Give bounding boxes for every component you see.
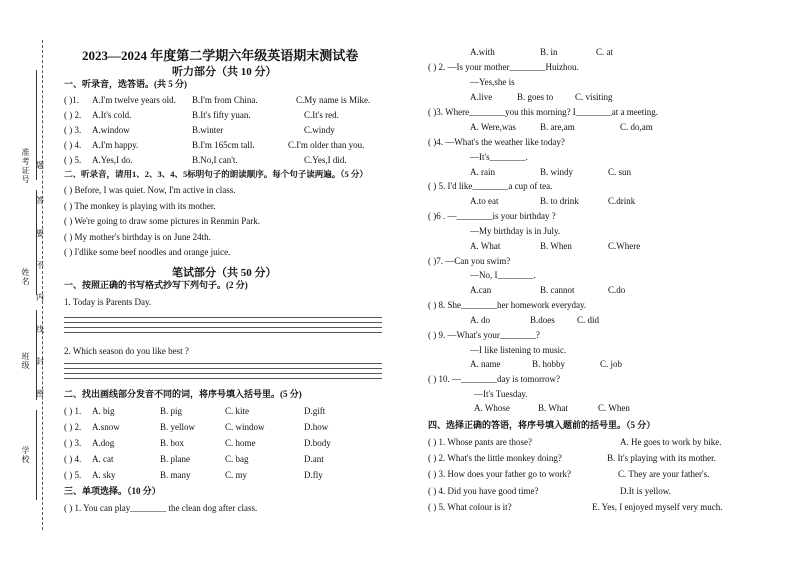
matching-answer: B. It's playing with its mother. xyxy=(607,453,716,463)
writing-line xyxy=(64,368,382,369)
option-b: B.winter xyxy=(192,125,224,135)
option-c: C. my xyxy=(225,470,248,480)
binding-dashed-line xyxy=(42,40,43,530)
option-a: A. do xyxy=(470,315,490,325)
option-a: A. Were,was xyxy=(470,122,516,132)
mc-question: ( )7. —Can you swim? xyxy=(428,256,511,266)
option-a: A.Yes,I do. xyxy=(92,155,133,165)
option-b: B. pig xyxy=(160,406,183,416)
option-d: D.ant xyxy=(304,454,324,464)
seal-char: 封 xyxy=(36,357,44,366)
option-c: C.I'm older than you. xyxy=(288,140,365,150)
ordering-item: ( ) I'dlike some beef noodles and orange juice. xyxy=(64,247,231,257)
option-b: B.I'm from China. xyxy=(192,95,258,105)
option-c: C.Where xyxy=(608,241,641,251)
mc-subline: —My birthday is in July. xyxy=(470,226,561,236)
option-b: B. many xyxy=(160,470,191,480)
option-b: B. goes to xyxy=(517,92,554,102)
name-label: 姓名 xyxy=(21,268,30,286)
matching-question: ( ) 5. What colour is it? xyxy=(428,502,512,512)
ordering-item: ( ) Before, I was quiet. Now, I'm active in class. xyxy=(64,185,236,195)
option-c: C.windy xyxy=(304,125,335,135)
writing-line xyxy=(64,327,382,328)
mc-question: ( ) 9. —What's your________? xyxy=(428,330,540,340)
option-b: B. When xyxy=(540,241,572,251)
option-b: B. What xyxy=(538,403,568,413)
listening-title: 听力部分（共 10 分） xyxy=(172,66,277,78)
option-a: A.live xyxy=(470,92,493,102)
option-c: C. window xyxy=(225,422,265,432)
option-c: C. job xyxy=(600,359,623,369)
mc-question: ( )3. Where________you this morning? I________at a meeting. xyxy=(428,107,659,117)
option-a: A. name xyxy=(470,359,501,369)
option-b: B. windy xyxy=(540,167,574,177)
option-c: C.drink xyxy=(608,196,636,206)
school-underline xyxy=(36,410,37,500)
option-c: C. at xyxy=(596,47,613,57)
option-b: B. cannot xyxy=(540,285,575,295)
option-a: A.window xyxy=(92,125,130,135)
writing-line xyxy=(64,363,382,364)
option-c: C. When xyxy=(598,403,630,413)
option-b: B. box xyxy=(160,438,185,448)
option-a: A.It's cold. xyxy=(92,110,132,120)
class-label: 班级 xyxy=(21,352,30,370)
mc-subline: —Yes,she is xyxy=(470,77,515,87)
question-number: ( ) 5. xyxy=(64,155,82,165)
page-title: 2023—2024 年度第二学期六年级英语期末测试卷 xyxy=(82,48,359,63)
mc-question: ( ) 8. She________her homework everyday. xyxy=(428,300,587,310)
matching-question: ( ) 1. Whose pants are those? xyxy=(428,437,533,447)
section-heading: 一、按照正确的书写格式抄写下列句子。(2 分) xyxy=(64,280,248,290)
option-c: C. visiting xyxy=(575,92,613,102)
option-b: B.does xyxy=(530,315,555,325)
mc-question: ( ) 1. You can play________ the clean dog after class. xyxy=(64,503,258,513)
option-d: D.body xyxy=(304,438,331,448)
option-a: A.I'm happy. xyxy=(92,140,139,150)
section-heading: 一、听录音，选答语。(共 5 分) xyxy=(64,79,187,89)
seal-char: 不 xyxy=(36,261,44,270)
option-a: A. big xyxy=(92,406,115,416)
writing-line xyxy=(64,373,382,374)
option-c: C.It's red. xyxy=(304,110,339,120)
option-c: C. do,am xyxy=(620,122,653,132)
option-c: C. did xyxy=(577,315,600,325)
question-number: ( ) 4. xyxy=(64,140,82,150)
question-number: ( ) 5. xyxy=(64,470,82,480)
option-a: A. Whose xyxy=(474,403,510,413)
matching-answer: C. They are your father's. xyxy=(618,469,710,479)
school-label: 学校 xyxy=(21,446,30,464)
section-heading: 四、选择正确的答语，将序号填入题前的括号里。（5 分） xyxy=(428,420,656,430)
option-b: B.I'm 165cm tall. xyxy=(192,140,255,150)
section-heading: 二、听录音，请用1、2、3、4、5标明句子的朗读顺序。每个句子读两遍。（5 分） xyxy=(64,169,368,179)
question-number: ( ) 3. xyxy=(64,125,82,135)
seal-char: 题 xyxy=(36,161,44,170)
option-a: A. rain xyxy=(470,167,495,177)
option-b: B. to drink xyxy=(540,196,579,206)
option-c: C. sun xyxy=(608,167,632,177)
ordering-item: ( ) My mother's birthday is on June 24th. xyxy=(64,232,211,242)
writing-line xyxy=(64,322,382,323)
mc-question: ( ) 10. —________day is tomorrow? xyxy=(428,374,560,384)
option-a: A. cat xyxy=(92,454,114,464)
option-a: A.can xyxy=(470,285,492,295)
option-c: C. kite xyxy=(225,406,249,416)
option-b: B. hobby xyxy=(532,359,566,369)
option-a: A.I'm twelve years old. xyxy=(92,95,176,105)
matching-question: ( ) 3. How does your father go to work? xyxy=(428,469,571,479)
matching-answer: D.It is yellow. xyxy=(620,486,671,496)
option-a: A. sky xyxy=(92,470,116,480)
option-b: B. in xyxy=(540,47,558,57)
mc-question: ( ) 5. I'd like________a cup of tea. xyxy=(428,181,553,191)
writing-title: 笔试部分（共 50 分） xyxy=(172,267,277,279)
matching-answer: E. Yes, I enjoyed myself very much. xyxy=(592,502,723,512)
option-c: C.do xyxy=(608,285,626,295)
writing-line xyxy=(64,332,382,333)
question-number: ( ) 2. xyxy=(64,110,82,120)
matching-question: ( ) 4. Did you have good time? xyxy=(428,486,539,496)
exam-no-label: 准考证号 xyxy=(21,148,30,184)
mc-question: ( )4. —What's the weather like today? xyxy=(428,137,565,147)
option-b: B.No,I can't. xyxy=(192,155,238,165)
seal-char: 答 xyxy=(36,196,44,205)
mc-subline: —No, I________. xyxy=(470,270,536,280)
option-a: A.with xyxy=(470,47,495,57)
question-number: ( )1. xyxy=(64,95,79,105)
option-a: A.dog xyxy=(92,438,115,448)
mc-subline: —I like listening to music. xyxy=(470,345,567,355)
question-number: ( ) 1. xyxy=(64,406,82,416)
seal-char: 要 xyxy=(36,229,44,238)
option-d: D.how xyxy=(304,422,329,432)
option-a: A.snow xyxy=(92,422,120,432)
question-number: ( ) 3. xyxy=(64,438,82,448)
copy-sentence: 2. Which season do you like best ? xyxy=(64,346,189,356)
option-a: A. What xyxy=(470,241,501,251)
option-b: B.It's fifty yuan. xyxy=(192,110,251,120)
copy-sentence: 1. Today is Parents Day. xyxy=(64,297,152,307)
writing-line xyxy=(64,317,382,318)
question-number: ( ) 2. xyxy=(64,422,82,432)
ordering-item: ( ) We're going to draw some pictures in Renmin Park. xyxy=(64,216,260,226)
seal-char: 密 xyxy=(36,389,44,398)
matching-question: ( ) 2. What's the little monkey doing? xyxy=(428,453,562,463)
option-b: B. are,am xyxy=(540,122,575,132)
seal-char: 线 xyxy=(36,325,44,334)
option-d: D.fly xyxy=(304,470,323,480)
matching-answer: A. He goes to work by bike. xyxy=(620,437,722,447)
option-b: B. plane xyxy=(160,454,190,464)
section-heading: 三、单项选择。（10 分） xyxy=(64,486,161,496)
option-a: A.to eat xyxy=(470,196,499,206)
option-c: C. home xyxy=(225,438,256,448)
option-c: C. bag xyxy=(225,454,249,464)
option-c: C.My name is Mike. xyxy=(296,95,371,105)
mc-subline: —It's________. xyxy=(470,152,528,162)
ordering-item: ( ) The monkey is playing with its mother. xyxy=(64,201,216,211)
option-d: D.gift xyxy=(304,406,326,416)
writing-line xyxy=(64,378,382,379)
seal-char: 内 xyxy=(36,293,44,302)
question-number: ( ) 4. xyxy=(64,454,82,464)
section-heading: 二、找出画线部分发音不同的词，将序号填入括号里。(5 分) xyxy=(64,389,302,399)
option-c: C.Yes,I did. xyxy=(304,155,347,165)
option-b: B. yellow xyxy=(160,422,195,432)
mc-question: ( )6 . —________is your birthday ? xyxy=(428,211,556,221)
mc-question: ( ) 2. —Is your mother________Huizhou. xyxy=(428,62,579,72)
mc-subline: —It's Tuesday. xyxy=(474,389,528,399)
